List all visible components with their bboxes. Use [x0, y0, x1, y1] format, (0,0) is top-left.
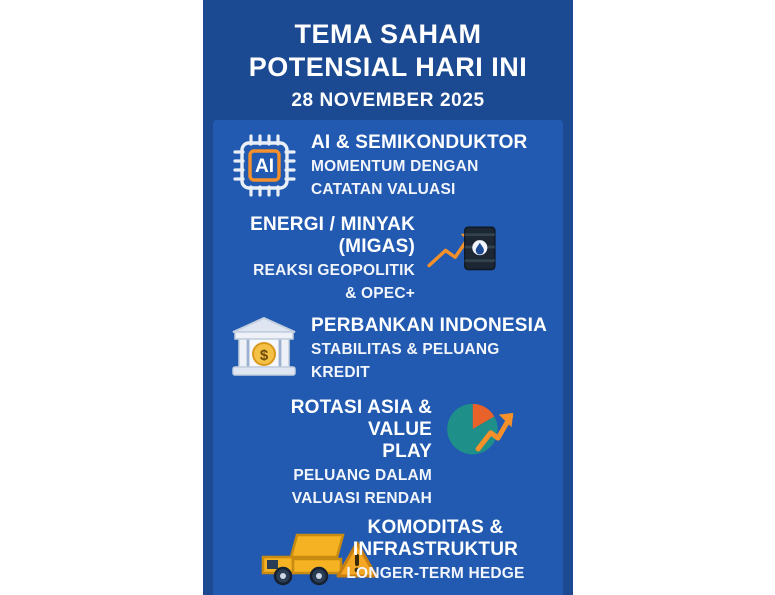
bank-building-icon [227, 311, 301, 385]
list-item-subtitle-line-1: PELUANG DALAM [293, 467, 432, 485]
poster-header [203, 18, 573, 112]
ai-chip-icon-label: AI [255, 156, 274, 177]
list-item-title-line-1: ROTASI ASIA & VALUE [290, 397, 432, 441]
svg-text:$: $ [259, 347, 269, 365]
list-item-title: AI & SEMIKONDUKTOR [311, 132, 528, 153]
list-item-subtitle-line-2: CATATAN VALUASI [311, 180, 456, 198]
list-item-title: PERBANKAN INDONESIA [311, 315, 548, 337]
list-item-subtitle-line-1: STABILITAS & PELUANG [311, 341, 500, 359]
list-item-subtitle-line-1: LONGER-TERM HEDGE [346, 564, 525, 582]
list-item-ai-semikonduktor [213, 128, 563, 202]
list-item-subtitle-line-1: REAKSI GEOPOLITIK [253, 262, 415, 280]
list-item-komoditas-infrastruktur [213, 515, 563, 593]
list-item-rotasi-asia-value-play [213, 393, 563, 508]
poster-background [203, 0, 573, 595]
poster-title-line-2: POTENSIAL HARI INI [248, 51, 528, 82]
poster-title-line-1: TEMA SAHAM [294, 19, 482, 49]
list-item-subtitle-line-2: & OPEC+ [345, 284, 415, 302]
list-item-subtitle-line-2: VALUASI RENDAH [291, 489, 432, 507]
list-item-title-line-1: ENERGI / MINYAK [250, 214, 415, 235]
list-item-title-line-2: PLAY [382, 441, 432, 463]
list-item-title-line-2: INFRASTRUKTUR [352, 538, 519, 560]
list-item-energi-minyak [213, 210, 563, 303]
poster-date: 28 NOVEMBER 2025 [291, 89, 485, 111]
pie-chart-arrow-icon [442, 393, 516, 467]
list-item-title-line-1: KOMODITAS & [367, 516, 504, 538]
list-item-title-line-2: (MIGAS) [338, 236, 415, 258]
theme-list [213, 128, 563, 595]
list-item-subtitle-line-1: MOMENTUM DENGAN [311, 158, 479, 176]
oil-barrel-icon [425, 210, 499, 284]
ai-chip-icon [227, 128, 301, 202]
list-item-perbankan-indonesia [213, 311, 563, 385]
list-item-subtitle-line-2: KREDIT [311, 363, 370, 381]
